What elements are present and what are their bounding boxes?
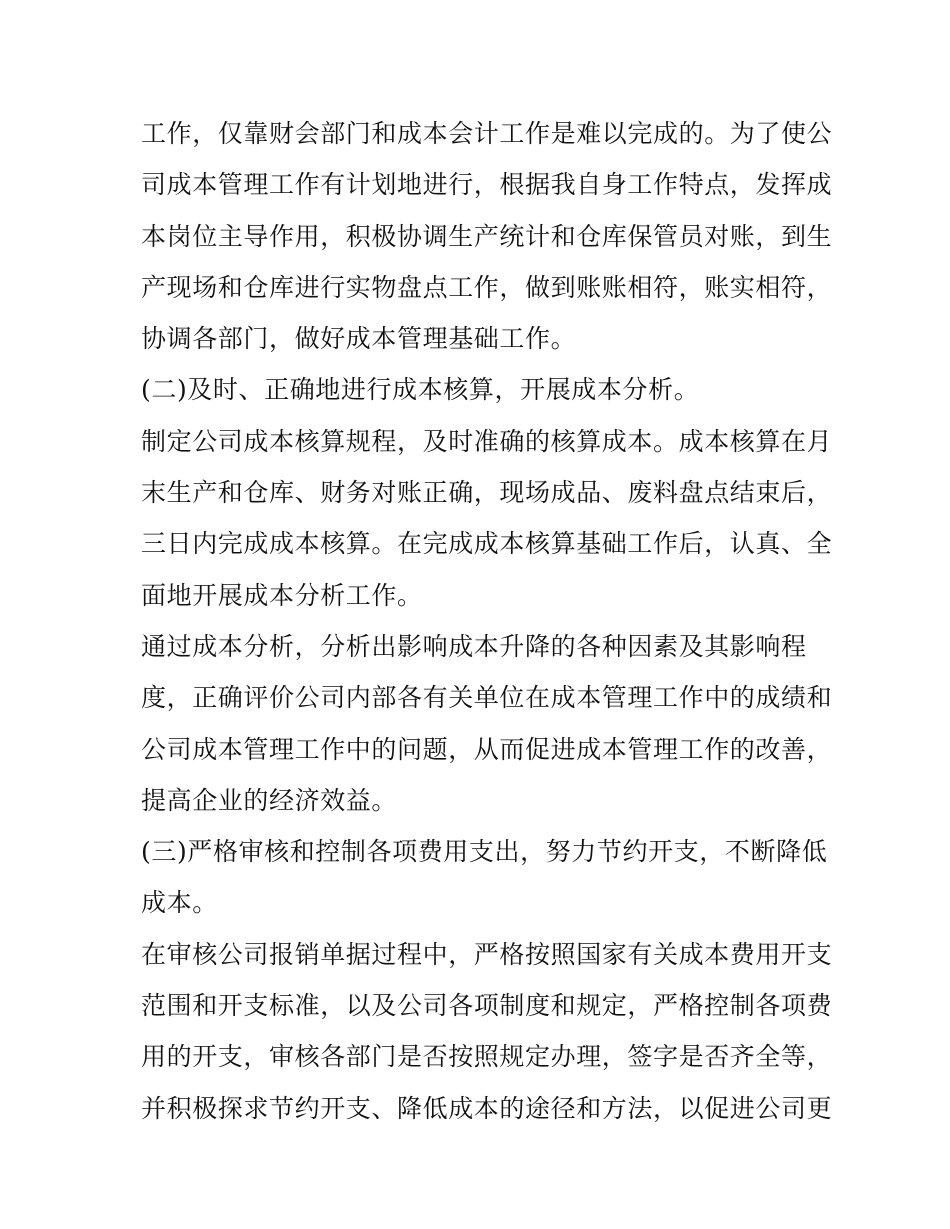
text-line: 面地开展成本分析工作。 — [141, 580, 423, 610]
text-line: 协调各部门，做好成本管理基础工作。 — [141, 324, 577, 354]
text-line: 工作，仅靠财会部门和成本会计工作是难以完成的。为了使公 — [141, 119, 833, 148]
text-line: 提高企业的经济效益。 — [141, 785, 398, 815]
text-line: 在审核公司报销单据过程中，严格按照国家有关成本费用开支 — [141, 939, 833, 969]
text-line: 并积极探求节约开支、降低成本的途径和方法，以促进公司更 — [141, 1093, 833, 1123]
text-line: 三日内完成成本核算。在完成成本核算基础工作后，认真、全 — [141, 529, 833, 559]
text-line: 本岗位主导作用，积极协调生产统计和仓库保管员对账，到生 — [141, 221, 833, 251]
body-text — [141, 108, 833, 1134]
text-line: 范围和开支标准，以及公司各项制度和规定，严格控制各项费 — [141, 991, 833, 1021]
text-line: 产现场和仓库进行实物盘点工作，做到账账相符，账实相符， — [141, 272, 833, 302]
text-line: 用的开支，审核各部门是否按照规定办理，签字是否齐全等， — [141, 1042, 833, 1072]
text-line: 司成本管理工作有计划地进行，根据我自身工作特点，发挥成 — [141, 170, 833, 200]
text-line: 制定公司成本核算规程，及时准确的核算成本。成本核算在月 — [141, 426, 833, 456]
section-heading-2: (二)及时、正确地进行成本核算，开展成本分析。 — [141, 375, 700, 405]
text-line: 度，正确评价公司内部各有关单位在成本管理工作中的成绩和 — [141, 683, 833, 713]
text-line: 通过成本分析，分析出影响成本升降的各种因素及其影响程 — [141, 631, 807, 661]
text-line: 公司成本管理工作中的问题，从而促进成本管理工作的改善， — [141, 734, 833, 764]
text-line: 末生产和仓库、财务对账正确，现场成品、废料盘点结束后， — [141, 478, 833, 508]
section-heading-3: (三)严格审核和控制各项费用支出，努力节约开支，不断降低 — [141, 837, 828, 867]
section-heading-3-continued: 成本。 — [141, 888, 218, 918]
